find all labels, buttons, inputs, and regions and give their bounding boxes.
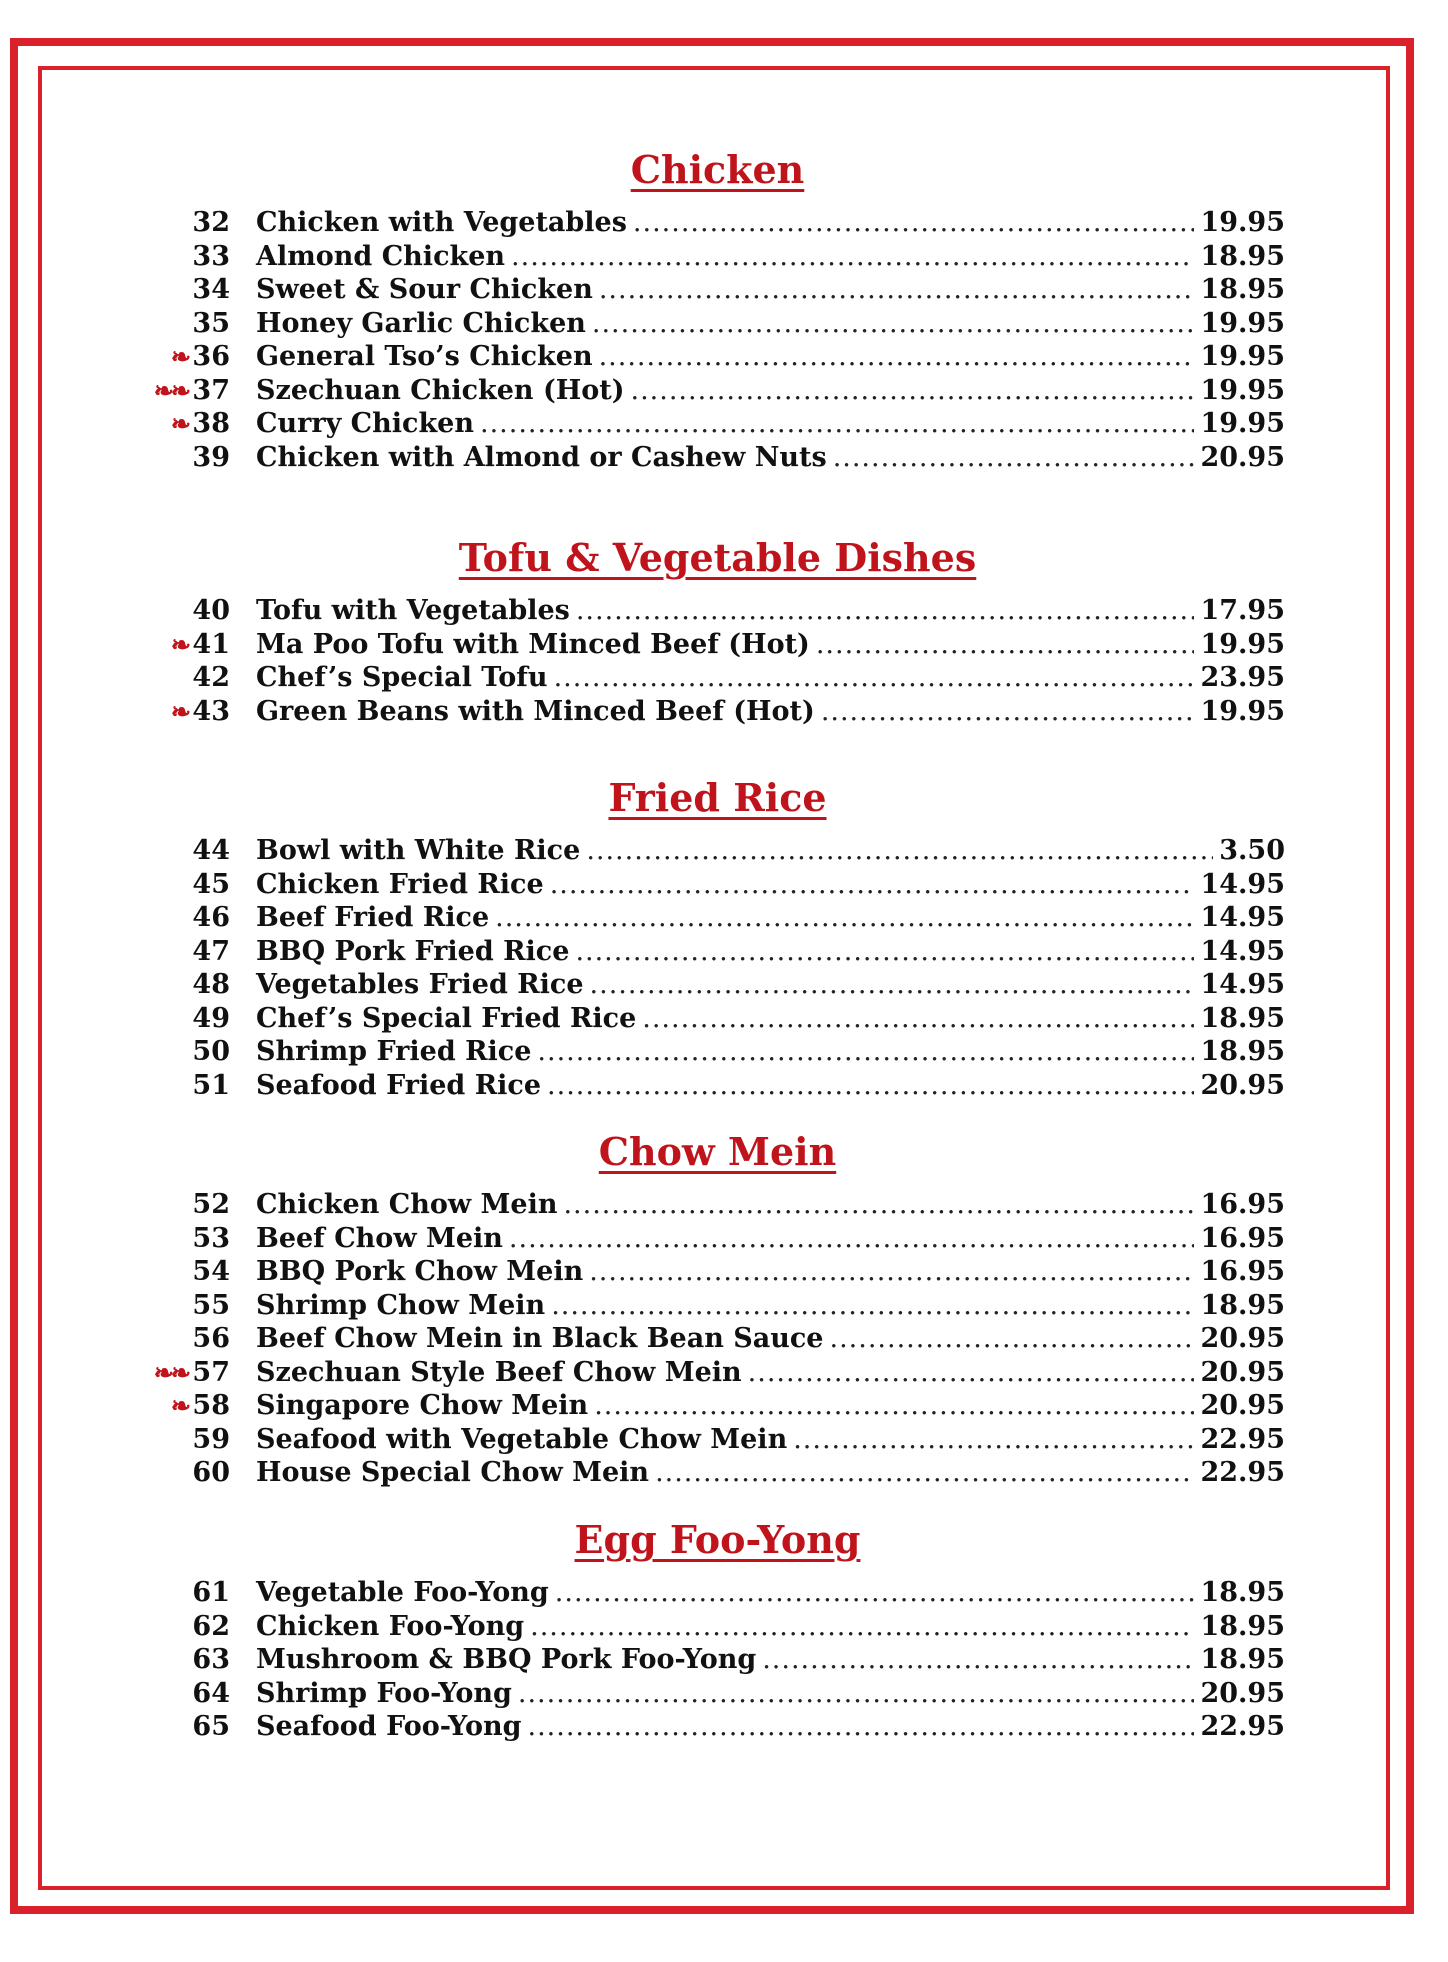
item-price: 22.95	[1200, 1423, 1285, 1455]
dot-leader	[586, 834, 1213, 868]
menu-item-row	[150, 628, 1285, 662]
item-number: 63	[192, 1644, 230, 1675]
item-name: Curry Chicken	[256, 408, 474, 439]
item-number: 54	[192, 1256, 230, 1287]
menu-item-row	[150, 1322, 1285, 1356]
menu-item-row	[150, 1389, 1285, 1423]
item-number: 62	[192, 1610, 230, 1642]
item-number: 57	[192, 1356, 230, 1388]
item-price: 23.95	[1200, 662, 1285, 693]
menu-item-row	[150, 1035, 1285, 1069]
item-price: 19.95	[1200, 408, 1285, 439]
item-price: 14.95	[1200, 902, 1285, 933]
item-name: Shrimp Fried Rice	[256, 1036, 532, 1067]
item-number: 64	[192, 1677, 230, 1709]
item-price: 18.95	[1200, 1610, 1285, 1642]
item-number: 50	[192, 1036, 230, 1067]
item-number: 36	[192, 341, 230, 372]
item-name: Vegetables Fried Rice	[256, 969, 584, 1000]
dot-leader	[530, 1610, 1194, 1644]
item-name: Honey Garlic Chicken	[256, 307, 586, 339]
section-chicken	[150, 144, 1285, 474]
item-number: 60	[192, 1457, 230, 1488]
item-price: 18.95	[1200, 274, 1285, 305]
dot-leader	[816, 628, 1195, 662]
chili-pepper-icon: ❧	[170, 629, 188, 659]
item-number: 49	[192, 1002, 230, 1034]
item-number: 51	[192, 1069, 230, 1101]
item-price: 20.95	[1200, 1390, 1285, 1421]
section-title: Fried Rice	[608, 775, 827, 820]
item-price: 16.95	[1200, 1256, 1285, 1287]
section-title: Tofu & Vegetable Dishes	[458, 535, 977, 580]
item-price: 14.95	[1200, 868, 1285, 900]
dot-leader	[642, 1002, 1194, 1036]
chili-pepper-icon: ❧❧	[153, 375, 188, 405]
dot-leader	[551, 1289, 1194, 1323]
item-price: 16.95	[1200, 1222, 1285, 1254]
item-name: Chef’s Special Fried Rice	[256, 1002, 637, 1034]
item-number: 44	[192, 835, 230, 866]
item-name: Chicken Foo-Yong	[256, 1610, 525, 1642]
menu-item-row	[150, 206, 1285, 240]
item-number: 46	[192, 902, 230, 933]
dot-leader	[599, 273, 1195, 307]
item-price: 19.95	[1200, 307, 1285, 339]
item-name: Singapore Chow Mein	[256, 1390, 589, 1421]
menu-item-row	[150, 661, 1285, 695]
dot-leader	[833, 441, 1195, 475]
menu-item-row	[150, 868, 1285, 902]
item-name: Green Beans with Minced Beef (Hot)	[256, 695, 815, 727]
item-price: 16.95	[1200, 1189, 1285, 1220]
menu-item-row	[150, 1576, 1285, 1610]
item-name: Almond Chicken	[256, 240, 506, 272]
menu-item-row	[150, 1677, 1285, 1711]
item-name: House Special Chow Mein	[256, 1457, 650, 1488]
dot-leader	[599, 340, 1195, 374]
item-name: Vegetable Foo-Yong	[256, 1577, 549, 1608]
dot-leader	[575, 935, 1194, 969]
menu-item-row	[150, 935, 1285, 969]
item-name: Seafood with Vegetable Chow Mein	[256, 1423, 788, 1455]
menu-item-row	[150, 307, 1285, 341]
dot-leader	[554, 661, 1195, 695]
section-chow-mein	[150, 1126, 1285, 1490]
dot-leader	[511, 240, 1194, 274]
dot-leader	[633, 206, 1195, 240]
item-name: Seafood Foo-Yong	[256, 1711, 522, 1742]
item-number: 52	[192, 1189, 230, 1220]
item-number: 55	[192, 1289, 230, 1321]
item-number: 58	[192, 1390, 230, 1421]
dot-leader	[550, 868, 1195, 902]
menu-item-row	[150, 1456, 1285, 1490]
item-number: 40	[192, 595, 230, 626]
item-name: Shrimp Chow Mein	[256, 1289, 546, 1321]
item-number: 33	[192, 240, 230, 272]
item-number: 38	[192, 408, 230, 439]
item-name: Sweet & Sour Chicken	[256, 274, 593, 305]
item-price: 22.95	[1200, 1711, 1285, 1742]
dot-leader	[821, 695, 1195, 729]
menu-item-row	[150, 1423, 1285, 1457]
item-number: 37	[192, 374, 230, 406]
item-price: 19.95	[1200, 628, 1285, 660]
item-number: 48	[192, 969, 230, 1000]
item-name: Chicken Chow Mein	[256, 1189, 558, 1220]
menu-item-row	[150, 1255, 1285, 1289]
item-price: 17.95	[1200, 595, 1285, 626]
dot-leader	[589, 1255, 1194, 1289]
item-name: Beef Fried Rice	[256, 902, 490, 933]
menu-item-row	[150, 1710, 1285, 1744]
menu-item-row	[150, 1289, 1285, 1323]
item-name: Szechuan Style Beef Chow Mein	[256, 1356, 742, 1388]
dot-leader	[495, 901, 1194, 935]
item-name: Chicken Fried Rice	[256, 868, 544, 900]
item-number: 56	[192, 1323, 230, 1354]
item-price: 19.95	[1200, 695, 1285, 727]
menu-item-row	[150, 1069, 1285, 1103]
item-price: 18.95	[1200, 240, 1285, 272]
chili-pepper-icon: ❧	[170, 1391, 188, 1420]
menu-item-row	[150, 407, 1285, 441]
item-price: 19.95	[1200, 207, 1285, 238]
menu-item-row	[150, 441, 1285, 475]
menu-item-row	[150, 968, 1285, 1002]
item-name: General Tso’s Chicken	[256, 341, 593, 372]
item-price: 3.50	[1219, 835, 1285, 866]
item-name: Szechuan Chicken (Hot)	[256, 374, 625, 406]
item-list	[150, 1576, 1285, 1744]
item-price: 14.95	[1200, 969, 1285, 1000]
item-number: 39	[192, 441, 230, 473]
dot-leader	[592, 307, 1195, 341]
item-name: Chicken with Vegetables	[256, 207, 627, 238]
section-title: Chow Mein	[598, 1129, 837, 1174]
section-fried-rice	[150, 772, 1285, 1102]
item-price: 20.95	[1200, 1323, 1285, 1354]
menu-item-row	[150, 1610, 1285, 1644]
item-price: 14.95	[1200, 935, 1285, 967]
item-price: 20.95	[1200, 1356, 1285, 1388]
menu-item-row	[150, 834, 1285, 868]
dot-leader	[748, 1356, 1195, 1390]
menu-item-row	[150, 594, 1285, 628]
section-title: Egg Foo-Yong	[574, 1517, 861, 1562]
item-name: Beef Chow Mein in Black Bean Sauce	[256, 1323, 824, 1354]
item-name: Beef Chow Mein	[256, 1222, 503, 1254]
dot-leader	[590, 968, 1195, 1002]
dot-leader	[762, 1643, 1194, 1677]
item-number: 32	[192, 207, 230, 238]
menu-item-row	[150, 340, 1285, 374]
item-name: BBQ Pork Chow Mein	[256, 1256, 584, 1287]
item-number: 42	[192, 662, 230, 693]
item-number: 53	[192, 1222, 230, 1254]
dot-leader	[830, 1322, 1195, 1356]
dot-leader	[527, 1710, 1194, 1744]
section-tofu-vegetable	[150, 532, 1285, 728]
item-name: Seafood Fried Rice	[256, 1069, 542, 1101]
menu-item-row	[150, 374, 1285, 408]
dot-leader	[518, 1677, 1195, 1711]
item-list	[150, 1188, 1285, 1490]
item-price: 20.95	[1200, 441, 1285, 473]
dot-leader	[547, 1069, 1194, 1103]
menu-item-row	[150, 1188, 1285, 1222]
item-name: Shrimp Foo-Yong	[256, 1677, 512, 1709]
item-price: 18.95	[1200, 1644, 1285, 1675]
item-list	[150, 206, 1285, 474]
section-title: Chicken	[630, 147, 805, 192]
item-price: 18.95	[1200, 1289, 1285, 1321]
menu-item-row	[150, 695, 1285, 729]
item-name: BBQ Pork Fried Rice	[256, 935, 570, 967]
dot-leader	[480, 407, 1194, 441]
menu-item-row	[150, 1002, 1285, 1036]
dot-leader	[631, 374, 1195, 408]
dot-leader	[537, 1035, 1194, 1069]
item-number: 45	[192, 868, 230, 900]
chili-pepper-icon: ❧	[170, 342, 188, 371]
item-price: 22.95	[1200, 1457, 1285, 1488]
menu-item-row	[150, 240, 1285, 274]
item-price: 19.95	[1200, 341, 1285, 372]
section-egg-foo-yong	[150, 1514, 1285, 1744]
item-number: 43	[192, 695, 230, 727]
item-name: Chef’s Special Tofu	[256, 662, 548, 693]
menu-item-row	[150, 901, 1285, 935]
item-number: 41	[192, 628, 230, 660]
item-number: 65	[192, 1711, 230, 1742]
item-name: Ma Poo Tofu with Minced Beef (Hot)	[256, 628, 810, 660]
dot-leader	[555, 1576, 1195, 1610]
item-price: 19.95	[1200, 374, 1285, 406]
item-number: 34	[192, 274, 230, 305]
dot-leader	[655, 1456, 1194, 1490]
chili-pepper-icon: ❧❧	[153, 1357, 188, 1387]
item-number: 59	[192, 1423, 230, 1455]
item-price: 18.95	[1200, 1036, 1285, 1067]
item-price: 18.95	[1200, 1002, 1285, 1034]
item-price: 20.95	[1200, 1069, 1285, 1101]
item-number: 35	[192, 307, 230, 339]
item-price: 20.95	[1200, 1677, 1285, 1709]
chili-pepper-icon: ❧	[170, 696, 188, 726]
menu-item-row	[150, 1356, 1285, 1390]
item-list	[150, 834, 1285, 1102]
menu-item-row	[150, 1222, 1285, 1256]
menu-item-row	[150, 1643, 1285, 1677]
dot-leader	[793, 1423, 1194, 1457]
item-name: Bowl with White Rice	[256, 835, 581, 866]
menu-item-row	[150, 273, 1285, 307]
item-number: 61	[192, 1577, 230, 1608]
item-name: Tofu with Vegetables	[256, 595, 570, 626]
item-price: 18.95	[1200, 1577, 1285, 1608]
item-list	[150, 594, 1285, 728]
dot-leader	[594, 1389, 1194, 1423]
item-name: Mushroom & BBQ Pork Foo-Yong	[256, 1644, 757, 1675]
dot-leader	[576, 594, 1195, 628]
dot-leader	[563, 1188, 1194, 1222]
item-number: 47	[192, 935, 230, 967]
dot-leader	[509, 1222, 1195, 1256]
item-name: Chicken with Almond or Cashew Nuts	[256, 441, 827, 473]
chili-pepper-icon: ❧	[170, 409, 188, 438]
